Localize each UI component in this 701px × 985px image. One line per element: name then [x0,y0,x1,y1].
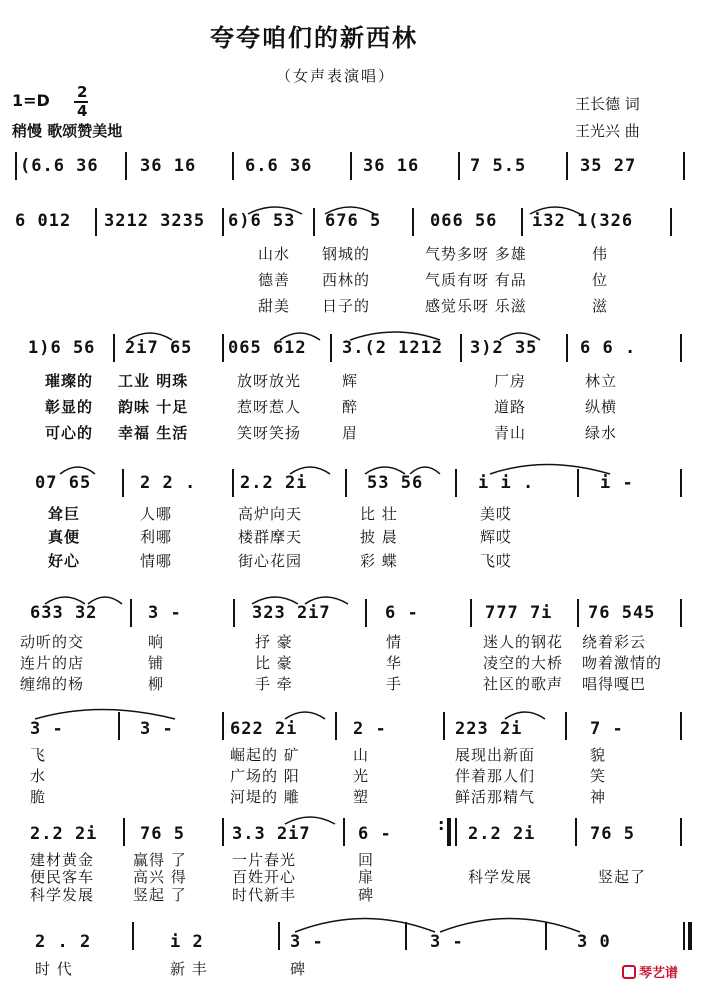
lyric: 时 代 [35,960,73,978]
measure: 7 5.5 [470,156,527,176]
barline [222,818,224,846]
lyric: 山 [353,746,370,764]
barline [680,334,682,362]
lyric: 林立 [585,372,618,390]
barline [123,818,125,846]
lyric: 醉 [342,398,359,416]
barline [122,469,124,497]
lyric: 时代新丰 [232,886,297,904]
lyric: 气势多呀 多雄 [425,245,527,263]
barline [566,334,568,362]
measure: 2i7 65 [125,338,193,358]
lyric: 飞 [30,746,47,764]
barline [350,152,352,180]
barline [680,818,682,846]
lyric: 美哎 [480,505,513,523]
measure: 6 012 [15,211,72,231]
lyric: 连片的店 [20,654,85,672]
lyric: 抒 豪 [255,633,293,651]
measure: 1)6 56 [28,338,96,358]
barline [222,712,224,740]
barline [232,469,234,497]
barline [365,599,367,627]
lyricist-credit: 王长德 词 [575,95,640,113]
lyric: 百姓开心 [232,868,297,886]
lyric: 动听的交 [20,633,85,651]
measure: 76 5 [590,824,635,844]
lyric: 披 晨 [360,528,398,546]
barline [521,208,523,236]
lyric: 真便 [48,528,81,546]
lyric: 水 [30,767,47,785]
barline [130,599,132,627]
measure: i i . [478,473,535,493]
time-signature-top: 2 [77,83,88,101]
slur [440,919,580,933]
lyric: 街心花园 [238,552,303,570]
measure: 6.6 36 [245,156,313,176]
logo-icon [622,965,636,979]
lyric: 响 [148,633,165,651]
lyric: 气质有呀 有品 [425,271,527,289]
lyric: 伴着那人们 [455,767,536,785]
barline [125,152,127,180]
measure: 3 - [30,719,64,739]
barline [330,334,332,362]
barline [670,208,672,236]
lyric: 高炉向天 [238,505,303,523]
slur [505,712,545,719]
measure: 6)6 53 [228,211,296,231]
barline [683,152,685,180]
lyric: 眉 [342,424,359,442]
barline [680,712,682,740]
barline [335,712,337,740]
key-signature: 1=D [12,91,50,110]
lyric: 情 [386,633,403,651]
lyric: 貌 [590,746,607,764]
lyric: 崛起的 矿 [230,746,300,764]
barline [680,599,682,627]
measure: 36 16 [140,156,197,176]
measure: 3 - [140,719,174,739]
measure: 066 56 [430,211,498,231]
lyric: 绕着彩云 [582,633,647,651]
lyric: 幸福 生活 [118,424,189,442]
lyric: 人哪 [140,505,173,523]
barline [460,334,462,362]
barline [458,152,460,180]
measure: 6 - [358,824,392,844]
lyric: 辉哎 [480,528,513,546]
barline [405,922,407,950]
lyric: 广场的 阳 [230,767,300,785]
barline [222,208,224,236]
lyric: 建材黄金 [30,851,95,869]
lyric: 道路 [494,398,527,416]
barline [232,152,234,180]
lyric: 手 牵 [255,675,293,693]
repeat-dots: : [438,815,445,834]
lyric: 飞哎 [480,552,513,570]
measure: 3.(2 1212 [342,338,444,358]
measure: 35 27 [580,156,637,176]
lyric: 河堤的 雕 [230,788,300,806]
measure: 3 0 [577,932,611,952]
lyric: 好心 [48,552,81,570]
barline [95,208,97,236]
lyric: 新 丰 [170,960,208,978]
barline [577,469,579,497]
lyric: 手 [386,675,403,693]
measure: 2 . 2 [35,932,92,952]
barline [15,152,17,180]
lyric: 利哪 [140,528,173,546]
watermark-text: 琴艺谱 [639,966,679,981]
lyric: 韵味 十足 [118,398,189,416]
lyric: 华 [386,654,403,672]
barline [565,712,567,740]
lyric: 德善 [258,271,291,289]
lyric: 迷人的钢花 [483,633,564,651]
time-signature-bottom: 4 [77,102,88,120]
tempo-marking: 稍慢 歌颂赞美地 [12,122,123,140]
lyric: 展现出新面 [455,746,536,764]
measure: 36 16 [363,156,420,176]
lyric: 碑 [290,960,307,978]
measure: 223 2i [455,719,523,739]
lyric: 脆 [30,788,47,806]
lyric: 一片春光 [232,851,297,869]
measure: 2 2 . [140,473,197,493]
lyric: 碑 [358,886,375,904]
song-title: 夸夸咱们的新西林 [210,24,418,52]
barline [575,818,577,846]
measure: i32 1(326 [532,211,634,231]
barline [443,712,445,740]
lyric: 比 壮 [360,505,398,523]
lyric: 便民客车 [30,868,95,886]
barline [233,599,235,627]
lyric: 辉 [342,372,359,390]
barline [222,334,224,362]
lyric: 日子的 [322,297,371,315]
lyric: 位 [592,271,609,289]
lyric: 耸巨 [48,505,81,523]
lyric: 塑 [353,788,370,806]
barline [683,922,685,950]
barline [577,599,579,627]
measure: 3 - [290,932,324,952]
lyric: 甜美 [258,297,291,315]
barline [566,152,568,180]
measure: 3.3 2i7 [232,824,311,844]
lyric: 凌空的大桥 [483,654,564,672]
barline [545,922,547,950]
barline [343,818,345,846]
lyric: 厂房 [494,372,527,390]
lyric: 扉 [358,868,375,886]
measure: 676 5 [325,211,382,231]
measure: 7 - [590,719,624,739]
measure: 3 - [148,603,182,623]
lyric: 滋 [592,297,609,315]
measure: 633 32 [30,603,98,623]
measure: 6 6 . [580,338,637,358]
slur [295,919,435,933]
measure: 3 - [430,932,464,952]
lyric: 青山 [494,424,527,442]
lyric: 比 豪 [255,654,293,672]
slur [35,710,175,720]
lyric: 笑 [590,767,607,785]
measure: 6 - [385,603,419,623]
lyric: 社区的歌声 [483,675,564,693]
measure: 76 545 [588,603,656,623]
measure: 323 2i7 [252,603,331,623]
measure: 07 65 [35,473,92,493]
measure: i - [600,473,634,493]
lyric: 放呀放光 [237,372,302,390]
barline [345,469,347,497]
barline [412,208,414,236]
lyric: 吻着激情的 [582,654,663,672]
lyric: 神 [590,788,607,806]
lyric: 情哪 [140,552,173,570]
lyric: 璀璨的 [45,372,94,390]
song-subtitle: （女声表演唱） [276,67,396,85]
measure: 777 7i [485,603,553,623]
lyric: 工业 明珠 [118,372,189,390]
measure: 53 56 [367,473,424,493]
barline [113,334,115,362]
barline [680,469,682,497]
lyric: 惹呀惹人 [237,398,302,416]
measure: 76 5 [140,824,185,844]
final-barline [688,922,692,950]
lyric: 赢得 了 [133,851,187,869]
lyric: 纵横 [585,398,618,416]
lyric: 山水 [258,245,291,263]
measure: 2.2 2i [240,473,308,493]
composer-credit: 王光兴 曲 [575,122,640,140]
repeat-barline [447,818,451,846]
measure: 3212 3235 [104,211,206,231]
lyric: 彰显的 [45,398,94,416]
measure: i 2 [170,932,204,952]
lyric: 高兴 得 [133,868,187,886]
lyric: 西林的 [322,271,371,289]
measure: 2.2 2i [468,824,536,844]
slur [285,817,335,824]
measure: 622 2i [230,719,298,739]
lyric: 彩 蝶 [360,552,398,570]
lyric: 柳 [148,675,165,693]
barline [455,469,457,497]
measure: 2.2 2i [30,824,98,844]
lyric: 唱得嘎巴 [582,675,647,693]
lyric: 绿水 [585,424,618,442]
barline [118,712,120,740]
lyric: 缠绵的杨 [20,675,85,693]
lyric: 竖起 了 [133,886,187,904]
barline [278,922,280,950]
lyric: 铺 [148,654,165,672]
lyric: 可心的 [45,424,94,442]
barline [313,208,315,236]
barline [470,599,472,627]
lyric: 科学发展 [468,868,533,886]
watermark-logo [622,962,678,981]
lyric: 楼群摩天 [238,528,303,546]
measure: 065 612 [228,338,307,358]
lyric: 回 [358,851,375,869]
barline [132,922,134,950]
measure: 2 - [353,719,387,739]
lyric: 感觉乐呀 乐滋 [425,297,527,315]
lyric: 伟 [592,245,609,263]
lyric: 光 [353,767,370,785]
measure: 3)2 35 [470,338,538,358]
lyric: 竖起了 [598,868,647,886]
lyric: 钢城的 [322,245,371,263]
slur [285,712,325,719]
lyric: 科学发展 [30,886,95,904]
barline [455,818,457,846]
lyric: 鲜活那精气 [455,788,536,806]
measure: (6.6 36 [20,156,99,176]
lyric: 笑呀笑扬 [237,424,302,442]
